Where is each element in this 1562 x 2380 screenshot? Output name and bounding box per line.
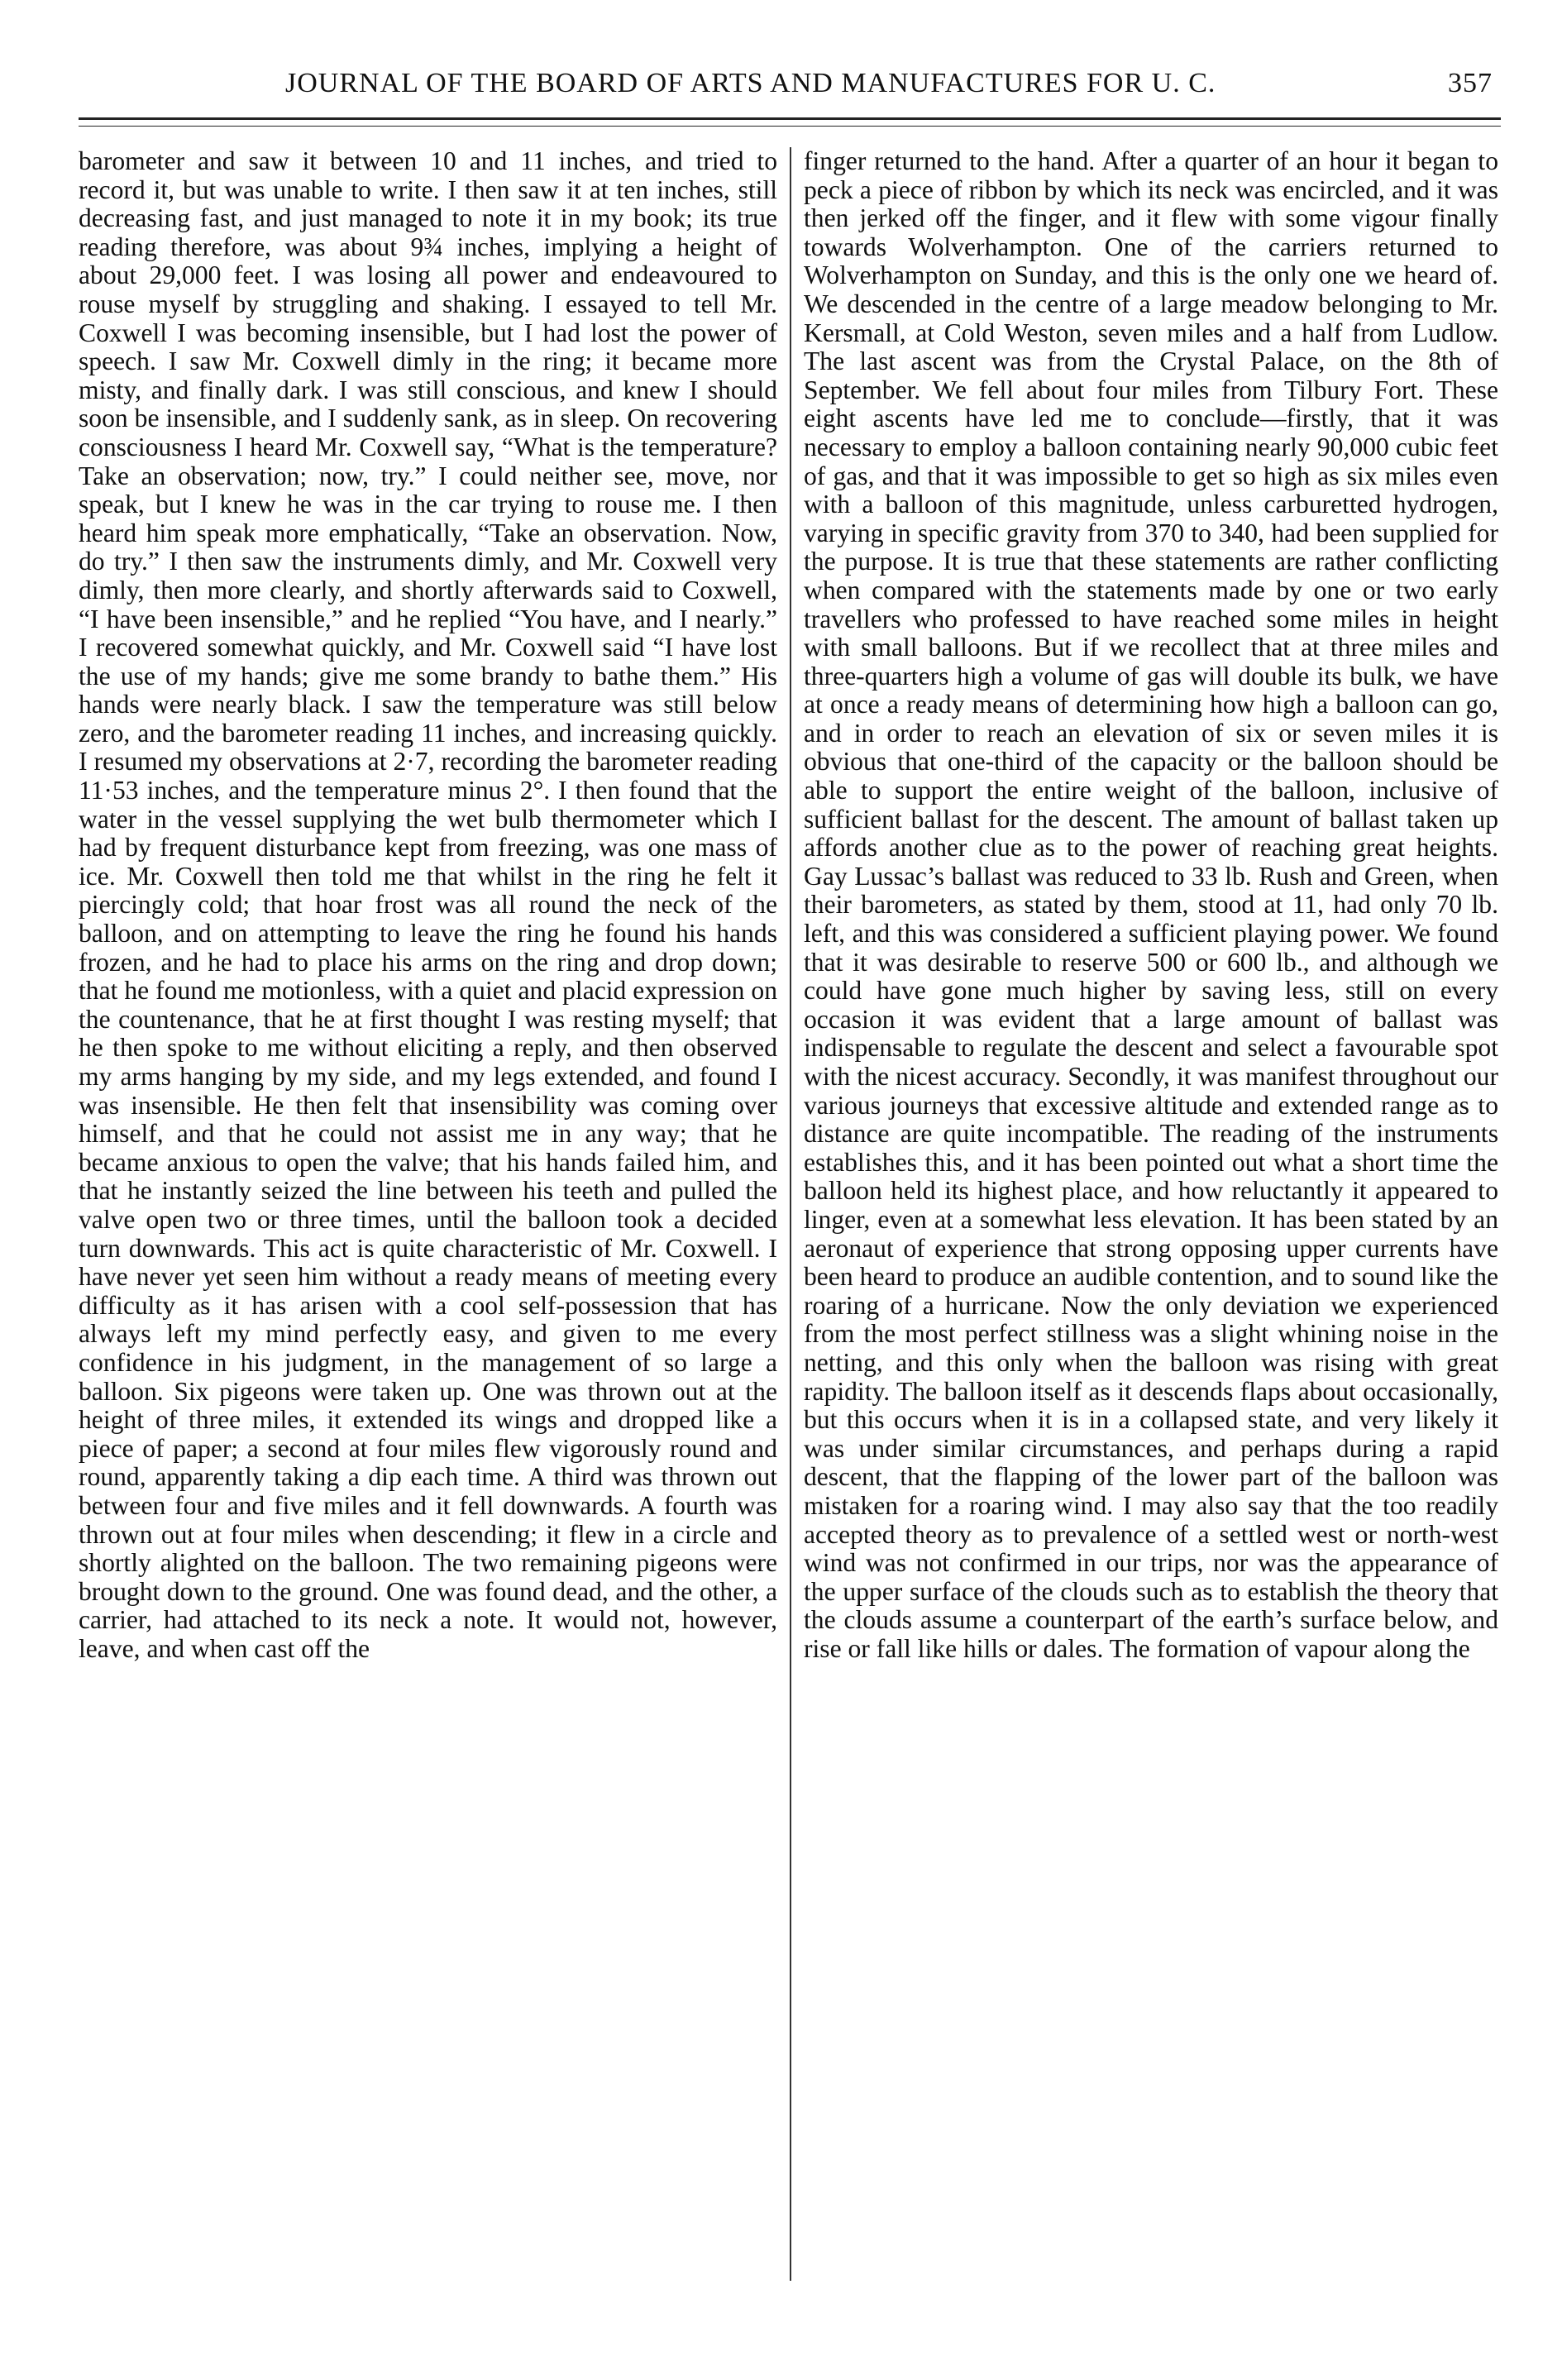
left-column-text: barometer and saw it between 10 and 11 inches, and tried to record it, but was unable to write. I then saw it at ten inches, still decreasing fast, and just managed to note it in my book; its true reading therefore, was about 9¾ inches, implying a height of about 29,000 feet. I was losing all power and endeavoured to rouse myself by struggling and shaking. I essayed to tell Mr. Coxwell I was becoming insensible, but I had lost the power of speech. I saw Mr. Coxwell dimly in the ring; it became more misty, and finally dark. I was still conscious, and knew I should soon be insensible, and I suddenly sank, as in sleep. On recovering consciousness I heard Mr. Coxwell say, “What is the temperature? Take an observation; now, try.” I could neither see, move, nor speak, but I knew he was in the car trying to rouse me. I then heard him speak more emphatically, “Take an observation. Now, do try.” I then saw the instruments dimly, and Mr. Coxwell very dimly, then more clearly, and shortly afterwards said to Coxwell, “I have been insensible,” and he replied “You have, and I nearly.” I recovered somewhat quickly, and Mr. Coxwell said “I have lost the use of my hands; give me some brandy to bathe them.” His hands were nearly black. I saw the temperature was still below zero, and the barometer reading 11 inches, and increasing quickly. I resumed my observations at 2·7, recording the barometer reading 11·53 inches, and the temperature minus 2°. I then found that the water in the vessel supplying the wet bulb thermometer which I had by frequent disturbance kept from freezing, was one mass of ice. Mr. Coxwell then told me that whilst in the ring he felt it piercingly cold; that hoar frost was all round the neck of the balloon, and on attempting to leave the ring he found his hands frozen, and he had to place his arms on the ring and drop down; that he found me motionless, with a quiet and placid expression on the countenance, that he at first thought I was resting myself; that he then spoke to me without eliciting a reply, and then observed my arms hanging by my side, and my legs extended, and found I was insensible. He then felt that insensibility was coming over himself, and that he could not assist me in any way; that he became anxious to open the valve; that his hands failed him, and that he instantly seized the line between his teeth and pulled the valve open two or three times, until the balloon took a decided turn downwards. This act is quite characteristic of Mr. Coxwell. I have never yet seen him without a ready means of meeting every difficulty as it has arisen with a cool self-possession that has always left my mind perfectly easy, and given to me every confidence in his judgment, in the management of so large a balloon. Six pigeons were taken up. One was thrown out at the height of three miles, it extended its wings and dropped like a piece of paper; a second at four miles flew vigorously round and round, apparently taking a dip each time. A third was thrown out between four and five miles and it fell downwards. A fourth was thrown out at four miles when descending; it flew in a circle and shortly alighted on the balloon. The two remaining pigeons were brought down to the ground. One was found dead, and the other, a carrier, had attached to its neck a note. It would not, however, leave, and when cast off the <box>79 147 777 1663</box>
running-header <box>79 68 1501 108</box>
page-number: 357 <box>1448 68 1493 98</box>
header-rule-thick <box>79 117 1501 120</box>
header-rule-thin <box>79 126 1501 127</box>
right-column <box>804 147 1498 2347</box>
left-column <box>79 147 777 2347</box>
right-column-text: finger returned to the hand. After a quarter of an hour it began to peck a piece of ribbon by which its neck was encircled, and it was then jerked off the finger, and it flew with some vigour finally towards Wolverhampton. One of the carriers returned to Wolverhampton on Sunday, and this is the only one we heard of. We descended in the centre of a large meadow belonging to Mr. Kersmall, at Cold Weston, seven miles and a half from Ludlow. The last ascent was from the Crystal Palace, on the 8th of September. We fell about four miles from Tilbury Fort. These eight ascents have led me to conclude—firstly, that it was necessary to employ a balloon containing nearly 90,000 cubic feet of gas, and that it was impossible to get so high as six miles even with a balloon of this magnitude, unless carburetted hydrogen, varying in specific gravity from 370 to 340, had been supplied for the purpose. It is true that these statements are rather conflicting when compared with the statements made by one or two early travellers who professed to have reached some miles in height with small balloons. But if we recollect that at three miles and three-quarters high a volume of gas will double its bulk, we have at once a ready means of determining how high a balloon can go, and in order to reach an elevation of six or seven miles it is obvious that one-third of the capacity or the balloon should be able to support the entire weight of the balloon, inclusive of sufficient ballast for the descent. The amount of ballast taken up affords another clue as to the power of reaching great heights. Gay Lussac’s ballast was reduced to 33 lb. Rush and Green, when their barometers, as stated by them, stood at 11, had only 70 lb. left, and this was considered a sufficient playing power. We found that it was desirable to reserve 500 or 600 lb., and although we could have gone much higher by saving less, still on every occasion it was evident that a large amount of ballast was indispensable to regulate the descent and select a favourable spot with the nicest accuracy. Secondly, it was manifest throughout our various journeys that excessive altitude and extended range as to distance are quite incompatible. The reading of the instruments establishes this, and it has been pointed out what a short time the balloon held its highest place, and how reluctantly it appeared to linger, even at a somewhat less elevation. It has been stated by an aeronaut of experience that strong opposing upper currents have been heard to produce an audible contention, and to sound like the roaring of a hurricane. Now the only deviation we experienced from the most perfect stillness was a slight whining noise in the netting, and this only when the balloon was rising with great rapidity. The balloon itself as it descends flaps about occasionally, but this occurs when it is in a collapsed state, and very likely it was under similar circumstances, and perhaps during a rapid descent, that the flapping of the lower part of the balloon was mistaken for a roaring wind. I may also say that the too readily accepted theory as to prevalence of a settled west or north-west wind was not confirmed in our trips, nor was the appearance of the upper surface of the clouds such as to establish the theory that the clouds assume a counterpart of the earth’s surface below, and rise or fall like hills or dales. The formation of vapour along the <box>804 147 1498 1663</box>
journal-title: JOURNAL OF THE BOARD OF ARTS AND MANUFACTURES FOR U. C. <box>285 68 1216 98</box>
column-divider <box>790 147 791 2281</box>
